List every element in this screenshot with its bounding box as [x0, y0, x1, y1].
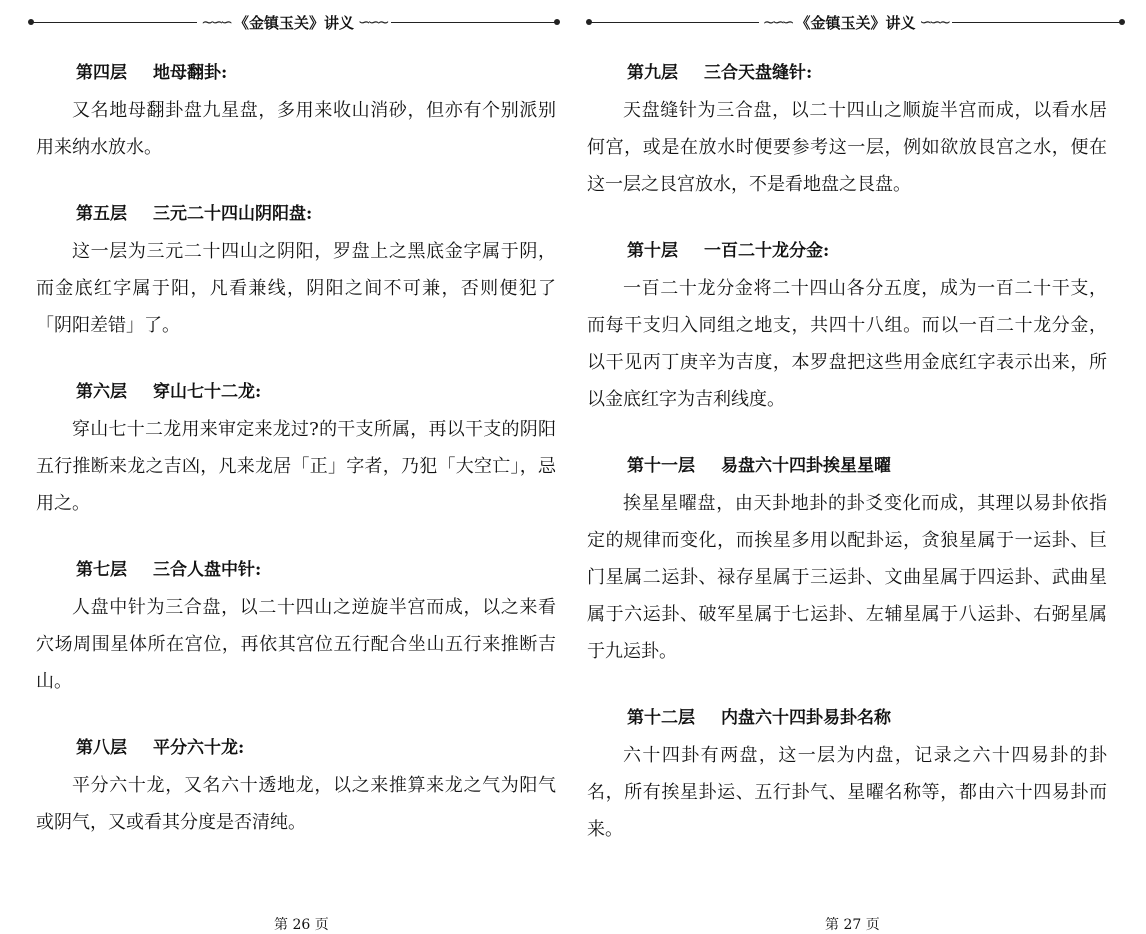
layer-number: 第五层	[76, 204, 127, 224]
page-number: 第 27 页	[825, 917, 880, 933]
section-body: 穿山七十二龙用来审定来龙过?的干支所属，再以干支的阴阳五行推断来龙之吉凶，凡来龙居「正」字者，乃犯「大空亡」，忌用之。	[36, 419, 556, 514]
layer-title: 地母翻卦:	[153, 63, 228, 83]
layer-title: 三合天盘缝针:	[704, 63, 813, 83]
flourish-ornament: ~∽∽	[201, 12, 230, 31]
layer-number: 第十一层	[627, 456, 695, 476]
layer-section	[36, 379, 556, 522]
layer-section	[36, 201, 556, 344]
page-header	[30, 10, 558, 34]
layer-title: 内盘六十四卦易卦名称	[721, 708, 891, 728]
flourish-ornament: ~∽∽	[762, 12, 792, 31]
header-rule-right	[952, 22, 1123, 23]
rule-dot	[1119, 19, 1125, 25]
flourish-ornament: ∽∽~	[358, 12, 387, 31]
section-body: 又名地母翻卦盘九星盘，多用来收山消砂，但亦有个别派别用来纳水放水。	[36, 100, 556, 158]
layer-number: 第九层	[627, 63, 678, 83]
header-rule-left	[30, 22, 197, 23]
section-body: 六十四卦有两盘，这一层为内盘，记录之六十四易卦的卦名，所有挨星卦运、五行卦气、星曜名称等，都由六十四易卦而来。	[587, 745, 1107, 840]
section-heading	[76, 201, 556, 227]
section-body: 一百二十龙分金将二十四山各分五度，成为一百二十干支，而每干支归入同组之地支，共四十八组。而以一百二十龙分金，以干见丙丁庚辛为吉度，本罗盘把这些用金底红字表示出来，所以金底红字为吉利线度。	[587, 278, 1107, 410]
section-heading	[76, 60, 556, 86]
section-body: 平分六十龙，又名六十透地龙，以之来推算来龙之气为阳气或阴气，又或看其分度是否清纯。	[36, 775, 556, 833]
layer-title: 一百二十龙分金:	[704, 241, 830, 261]
layer-section	[587, 60, 1107, 203]
rule-dot	[586, 19, 592, 25]
layer-section	[36, 557, 556, 700]
layer-number: 第四层	[76, 63, 127, 83]
flourish-ornament: ∽∽~	[919, 12, 949, 31]
section-heading	[627, 453, 1107, 479]
layer-section	[36, 60, 556, 166]
header-title: 《金镇玉关》讲义	[234, 13, 355, 32]
header-title: 《金镇玉关》讲义	[795, 13, 916, 32]
layer-section	[587, 453, 1107, 670]
section-heading	[627, 705, 1107, 731]
layer-title: 三合人盘中针:	[153, 560, 262, 580]
section-heading	[627, 238, 1107, 264]
section-body: 天盘缝针为三合盘，以二十四山之顺旋半宫而成，以看水居何宫，或是在放水时便要参考这一层，例如欲放艮宫之水，便在这一层之艮宫放水，不是看地盘之艮盘。	[587, 100, 1107, 195]
layer-number: 第十层	[627, 241, 678, 261]
section-body: 这一层为三元二十四山之阴阳，罗盘上之黑底金字属于阴，而金底红字属于阳，凡看兼线，阴阳之间不可兼，否则便犯了「阴阳差错」了。	[36, 241, 556, 336]
page-header	[588, 10, 1123, 34]
layer-section	[36, 735, 556, 841]
section-heading	[76, 557, 556, 583]
section-heading	[627, 60, 1107, 86]
layer-title: 穿山七十二龙:	[153, 382, 262, 402]
header-rule-left	[588, 22, 759, 23]
right-page	[573, 0, 1146, 934]
layer-section	[587, 705, 1107, 848]
rule-dot	[554, 19, 560, 25]
layer-title: 易盘六十四卦挨星星曜	[721, 456, 891, 476]
header-rule-right	[391, 22, 558, 23]
layer-number: 第六层	[76, 382, 127, 402]
page-number: 第 26 页	[274, 917, 329, 933]
page-content	[36, 60, 556, 876]
layer-number: 第八层	[76, 738, 127, 758]
rule-dot	[28, 19, 34, 25]
page-content	[587, 60, 1107, 883]
section-body: 挨星星曜盘，由天卦地卦的卦爻变化而成，其理以易卦依指定的规律而变化，而挨星多用以配卦运，贪狼星属于一运卦、巨门星属二运卦、禄存星属于三运卦、文曲星属于四运卦、武曲星属于六运卦、破军星属于七运卦、左辅星属于八运卦、右弼星属于九运卦。	[587, 493, 1107, 662]
layer-section	[587, 238, 1107, 418]
section-body: 人盘中针为三合盘，以二十四山之逆旋半宫而成，以之来看穴场周围星体所在宫位，再依其宫位五行配合坐山五行来推断吉山。	[36, 597, 556, 692]
layer-title: 三元二十四山阴阳盘:	[153, 204, 313, 224]
layer-title: 平分六十龙:	[153, 738, 245, 758]
layer-number: 第七层	[76, 560, 127, 580]
section-heading	[76, 735, 556, 761]
layer-number: 第十二层	[627, 708, 695, 728]
section-heading	[76, 379, 556, 405]
